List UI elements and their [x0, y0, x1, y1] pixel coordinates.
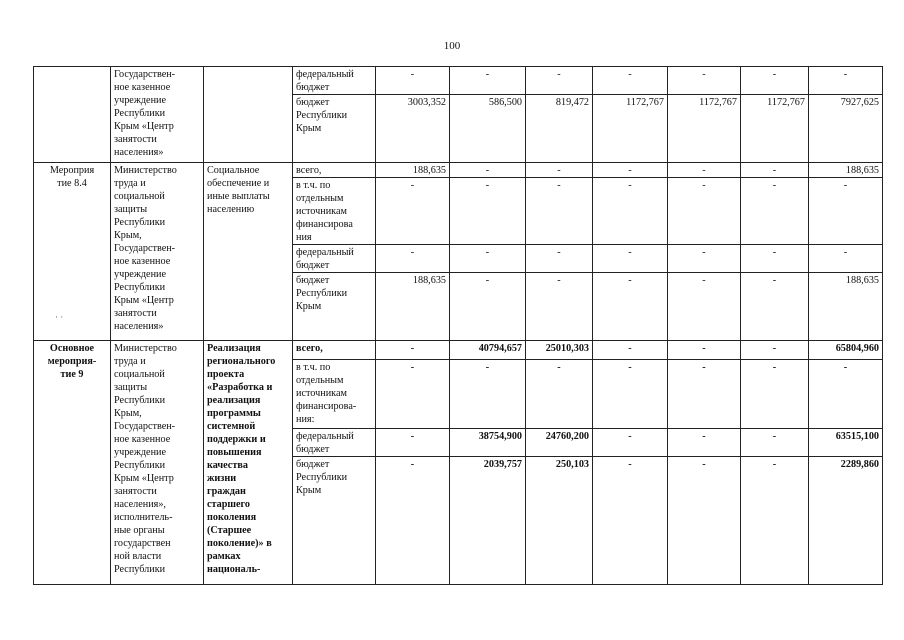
value-cell: -	[741, 429, 809, 457]
executor-cell	[111, 341, 204, 585]
value-cell: -	[526, 245, 593, 273]
value-cell: -	[741, 273, 809, 341]
activity-label: Мероприя тие 8.4	[49, 165, 95, 189]
value-cell: 24760,200	[526, 429, 593, 457]
measure-cell	[204, 341, 293, 585]
activity-cell	[34, 67, 111, 163]
value-cell: -	[809, 360, 883, 429]
funding-source-cell	[293, 95, 376, 163]
value-cell: -	[526, 163, 593, 178]
value-cell: -	[668, 360, 741, 429]
value-cell: -	[450, 273, 526, 341]
funding-source-cell	[293, 273, 376, 341]
value-cell: -	[450, 360, 526, 429]
funding-source-label: федеральный бюджет	[296, 247, 354, 271]
funding-source-cell	[293, 163, 376, 178]
activity-cell	[34, 163, 111, 341]
value-cell: -	[741, 178, 809, 245]
value-cell: 38754,900	[450, 429, 526, 457]
value-cell: 586,500	[450, 95, 526, 163]
value-cell: -	[450, 178, 526, 245]
value-cell: -	[668, 163, 741, 178]
value-cell: 1172,767	[741, 95, 809, 163]
value-cell: -	[593, 360, 668, 429]
funding-source-cell	[293, 245, 376, 273]
value-cell: -	[741, 163, 809, 178]
funding-source-label: в т.ч. по отдельным источникам финансирова- ния:	[296, 362, 357, 425]
value-cell: 40794,657	[450, 341, 526, 360]
value-cell: 188,635	[809, 163, 883, 178]
executor-text: Государствен- ное казенное учреждение Республики Крым «Центр занятости населения»	[114, 69, 176, 158]
value-cell: -	[526, 273, 593, 341]
value-cell: 188,635	[376, 273, 450, 341]
measure-cell	[204, 163, 293, 341]
measure-text: Реализация регионального проекта «Разработка и реализация программы системной поддержки и повышения качества жизни граждан старшего поколения (Старшее поколение)» в рамках националь-	[207, 343, 276, 575]
value-cell: -	[526, 178, 593, 245]
table-row	[34, 163, 883, 178]
value-cell: -	[809, 245, 883, 273]
value-cell: 188,635	[376, 163, 450, 178]
value-cell: -	[668, 429, 741, 457]
value-cell: -	[450, 67, 526, 95]
funding-source-cell	[293, 457, 376, 585]
value-cell: -	[376, 457, 450, 585]
value-cell: -	[376, 178, 450, 245]
value-cell: -	[593, 245, 668, 273]
value-cell: -	[593, 178, 668, 245]
value-cell: -	[668, 245, 741, 273]
funding-source-cell	[293, 429, 376, 457]
value-cell: 1172,767	[668, 95, 741, 163]
value-cell: -	[593, 341, 668, 360]
value-cell: -	[668, 273, 741, 341]
measure-cell	[204, 67, 293, 163]
value-cell: 7927,625	[809, 95, 883, 163]
executor-cell	[111, 163, 204, 341]
funding-source-label: бюджет Республики Крым	[296, 459, 348, 496]
value-cell: -	[376, 67, 450, 95]
value-cell: -	[593, 273, 668, 341]
value-cell: 3003,352	[376, 95, 450, 163]
executor-text: Министерство труда и социальной защиты Республики Крым, Государствен- ное казенное учреждение Республики Крым «Центр занятости населения»	[114, 165, 177, 332]
value-cell: -	[741, 67, 809, 95]
value-cell: 188,635	[809, 273, 883, 341]
page-number: 100	[443, 40, 461, 52]
value-cell: -	[593, 457, 668, 585]
table-row	[34, 341, 883, 360]
value-cell: 819,472	[526, 95, 593, 163]
value-cell: -	[668, 178, 741, 245]
funding-source-label: всего,	[296, 165, 322, 176]
executor-cell	[111, 67, 204, 163]
value-cell: -	[376, 245, 450, 273]
value-cell: 2039,757	[450, 457, 526, 585]
value-cell: 63515,100	[809, 429, 883, 457]
value-cell: 250,103	[526, 457, 593, 585]
value-cell: -	[526, 67, 593, 95]
value-cell: -	[668, 341, 741, 360]
value-cell: -	[668, 457, 741, 585]
funding-source-cell	[293, 341, 376, 360]
value-cell: -	[809, 178, 883, 245]
table-row	[34, 67, 883, 95]
funding-source-cell	[293, 178, 376, 245]
value-cell: -	[741, 360, 809, 429]
funding-source-cell	[293, 67, 376, 95]
table-body	[34, 67, 883, 585]
value-cell: -	[593, 163, 668, 178]
value-cell: -	[593, 67, 668, 95]
funding-source-label: федеральный бюджет	[296, 69, 354, 93]
funding-source-cell	[293, 360, 376, 429]
funding-source-label: федеральный бюджет	[296, 431, 354, 455]
value-cell: 2289,860	[809, 457, 883, 585]
funding-source-label: всего,	[296, 343, 323, 354]
value-cell: -	[376, 429, 450, 457]
funding-source-label: бюджет Республики Крым	[296, 275, 348, 312]
value-cell: -	[741, 341, 809, 360]
value-cell: -	[376, 360, 450, 429]
value-cell: -	[450, 245, 526, 273]
value-cell: -	[809, 67, 883, 95]
scan-speck: · ·	[55, 312, 64, 322]
funding-source-label: в т.ч. по отдельным источникам финансирова ния	[296, 180, 353, 243]
value-cell: -	[668, 67, 741, 95]
activity-label: Основное мероприя- тие 9	[47, 343, 97, 380]
value-cell: -	[741, 457, 809, 585]
value-cell: -	[450, 163, 526, 178]
activity-cell	[34, 341, 111, 585]
value-cell: -	[526, 360, 593, 429]
value-cell: -	[376, 341, 450, 360]
measure-text: Социальное обеспечение и иные выплаты населению	[207, 165, 270, 215]
value-cell: -	[593, 429, 668, 457]
funding-source-label: бюджет Республики Крым	[296, 97, 348, 134]
budget-table	[33, 66, 883, 585]
executor-text: Министерство труда и социальной защиты Республики Крым, Государствен- ное казенное учреждение Республики Крым «Центр занятости населения», исполнитель- ные органы государствен ной власти Республики	[114, 343, 177, 575]
value-cell: 1172,767	[593, 95, 668, 163]
value-cell: 65804,960	[809, 341, 883, 360]
value-cell: -	[741, 245, 809, 273]
value-cell: 25010,303	[526, 341, 593, 360]
